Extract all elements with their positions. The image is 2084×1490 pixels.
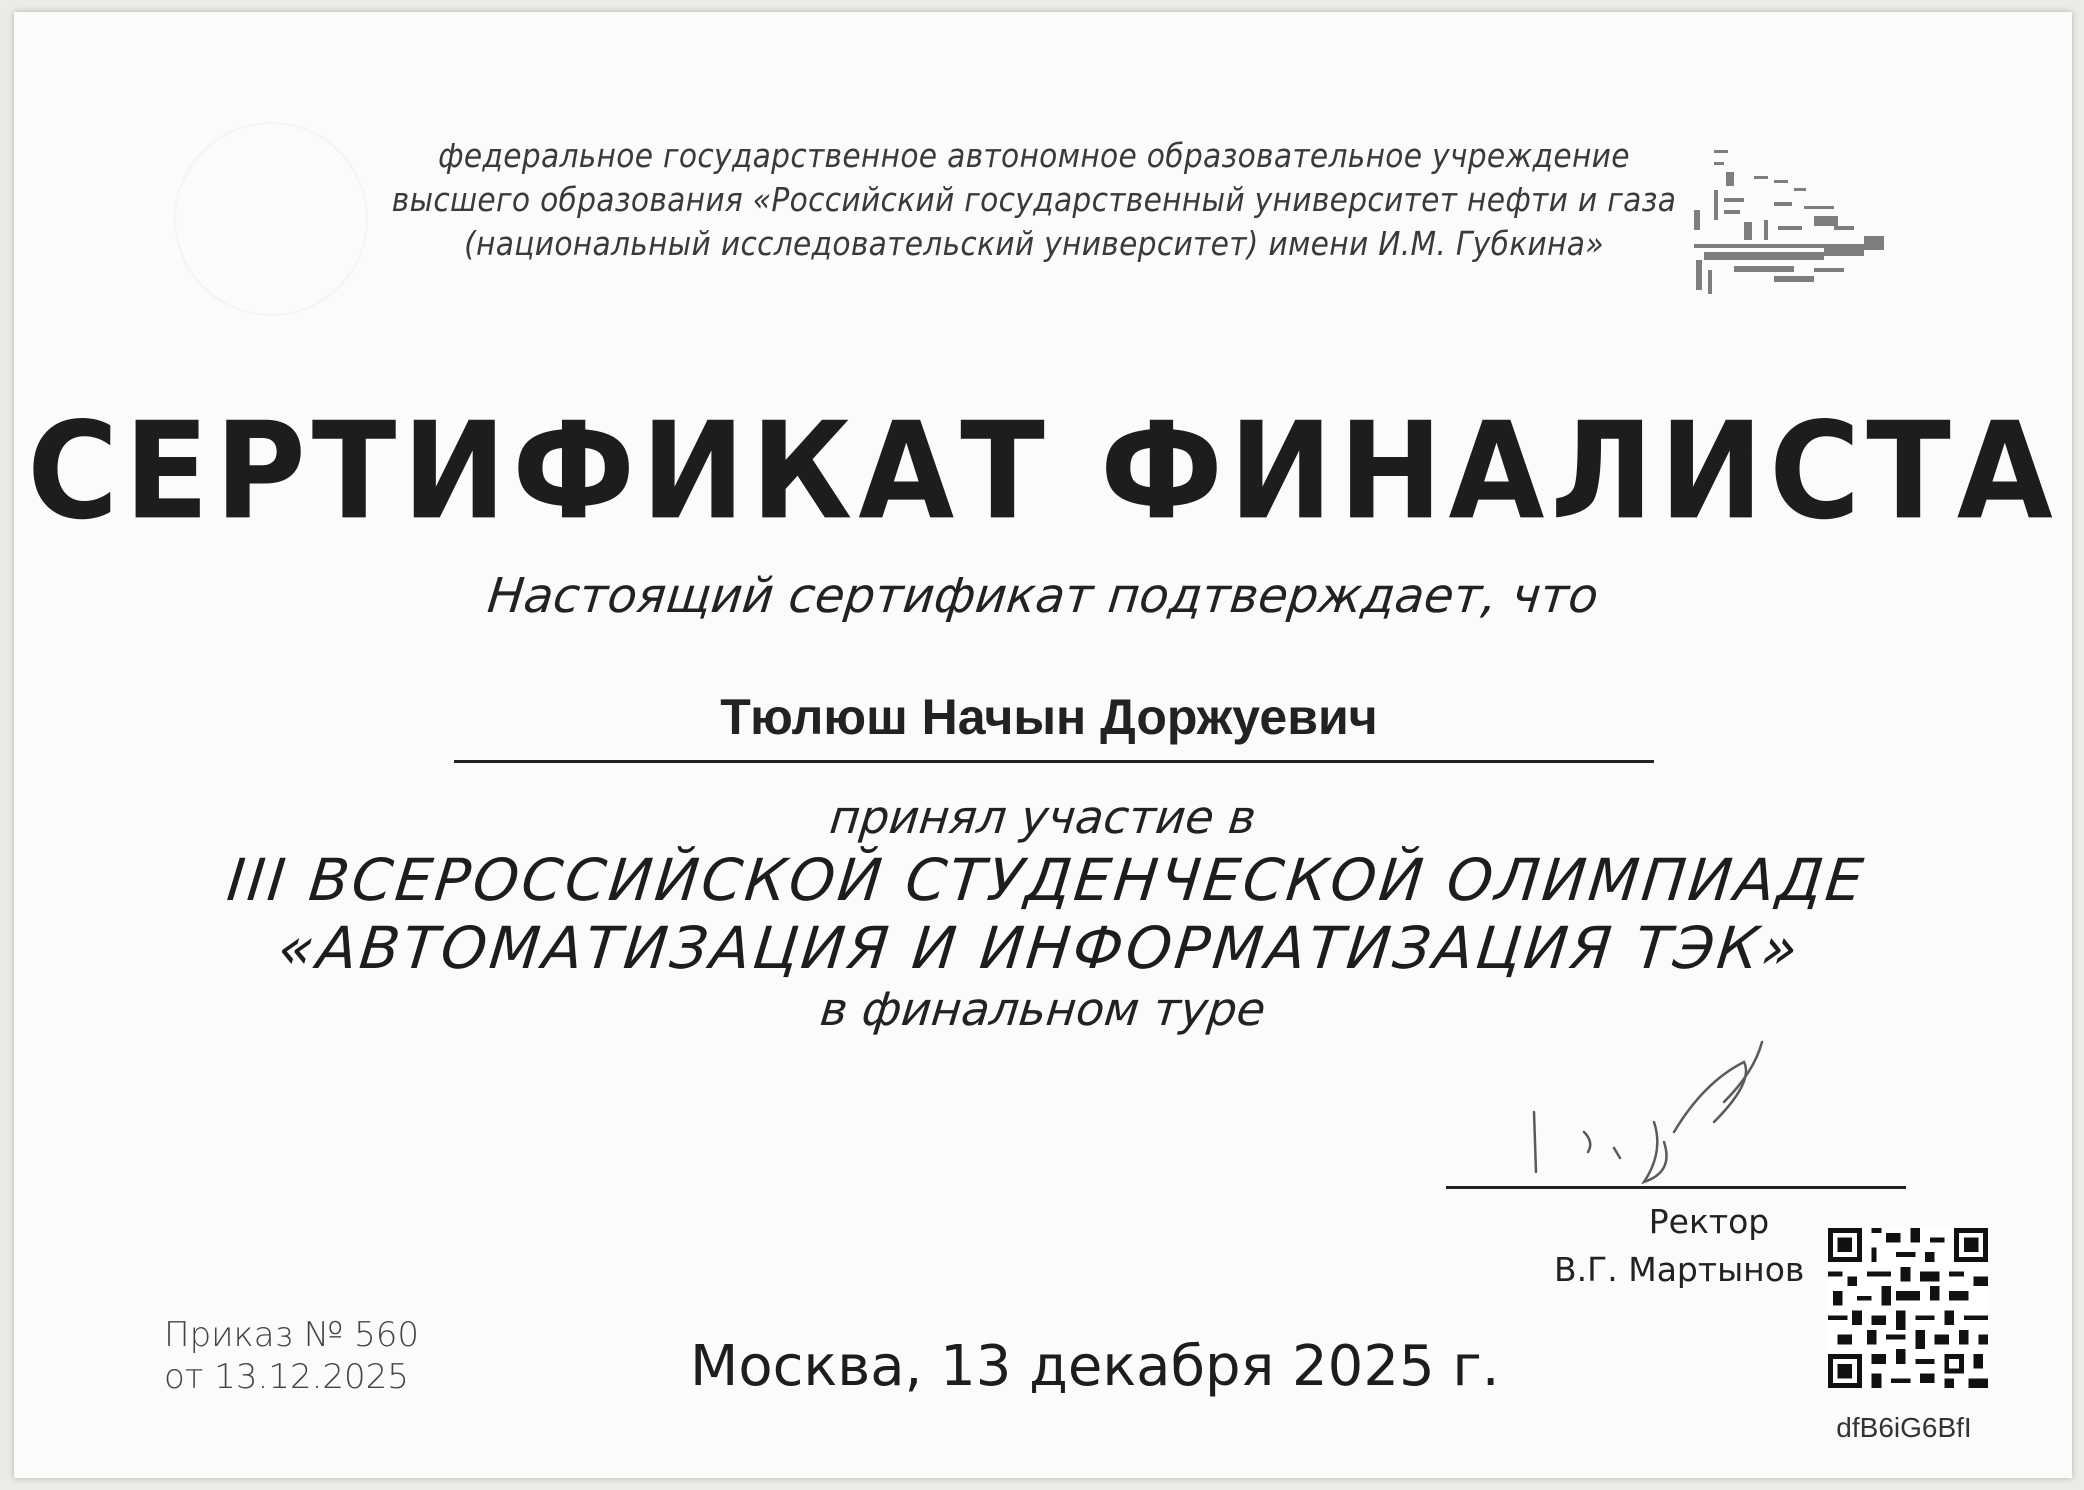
order-number: Приказ № 560: [164, 1315, 420, 1355]
olympiad-title-line-1: III ВСЕРОССИЙСКОЙ СТУДЕНЧЕСКОЙ ОЛИМПИАДЕ: [224, 846, 1870, 914]
qr-code-icon[interactable]: [1828, 1228, 1988, 1388]
signature-line: [1446, 1186, 1906, 1189]
signatory-block: [1554, 1198, 1805, 1294]
participation-text: принял участие в: [827, 790, 1259, 844]
university-logo-icon: [1674, 140, 1929, 320]
signatory-position: Ректор: [1648, 1202, 1770, 1241]
signatory-name: В.Г. Мартынов: [1554, 1250, 1805, 1289]
stage-text: в финальном туре: [817, 982, 1269, 1036]
olympiad-title-line-2: «АВТОМАТИЗАЦИЯ И ИНФОРМАТИЗАЦИЯ ТЭК»: [274, 914, 1804, 982]
certificate-title: СЕРТИФИКАТ ФИНАЛИСТА: [27, 394, 2059, 550]
organization-header: [314, 134, 1754, 266]
recipient-name: Тюлюш Начын Доржуевич: [720, 689, 1378, 745]
place-and-date: Москва, 13 декабря 2025 г.: [690, 1334, 1500, 1399]
verification-code: dfB6iG6BfI: [1836, 1412, 1972, 1443]
rector-signature: [1504, 1022, 1784, 1212]
name-underline: [454, 760, 1654, 763]
org-line-2: высшего образования «Российский государственный университет нефти и газа: [391, 180, 1677, 219]
certificate-sheet: [14, 12, 2072, 1478]
order-info: [164, 1314, 419, 1398]
order-date: от 13.12.2025: [164, 1357, 409, 1397]
olympiad-title: [14, 846, 2072, 982]
confirmation-text: Настоящий сертификат подтверждает, что: [485, 568, 1601, 624]
org-line-3: (национальный исследовательский университет) имени И.М. Губкина»: [464, 224, 1604, 263]
org-line-1: федеральное государственное автономное образовательное учреждение: [438, 136, 1630, 175]
